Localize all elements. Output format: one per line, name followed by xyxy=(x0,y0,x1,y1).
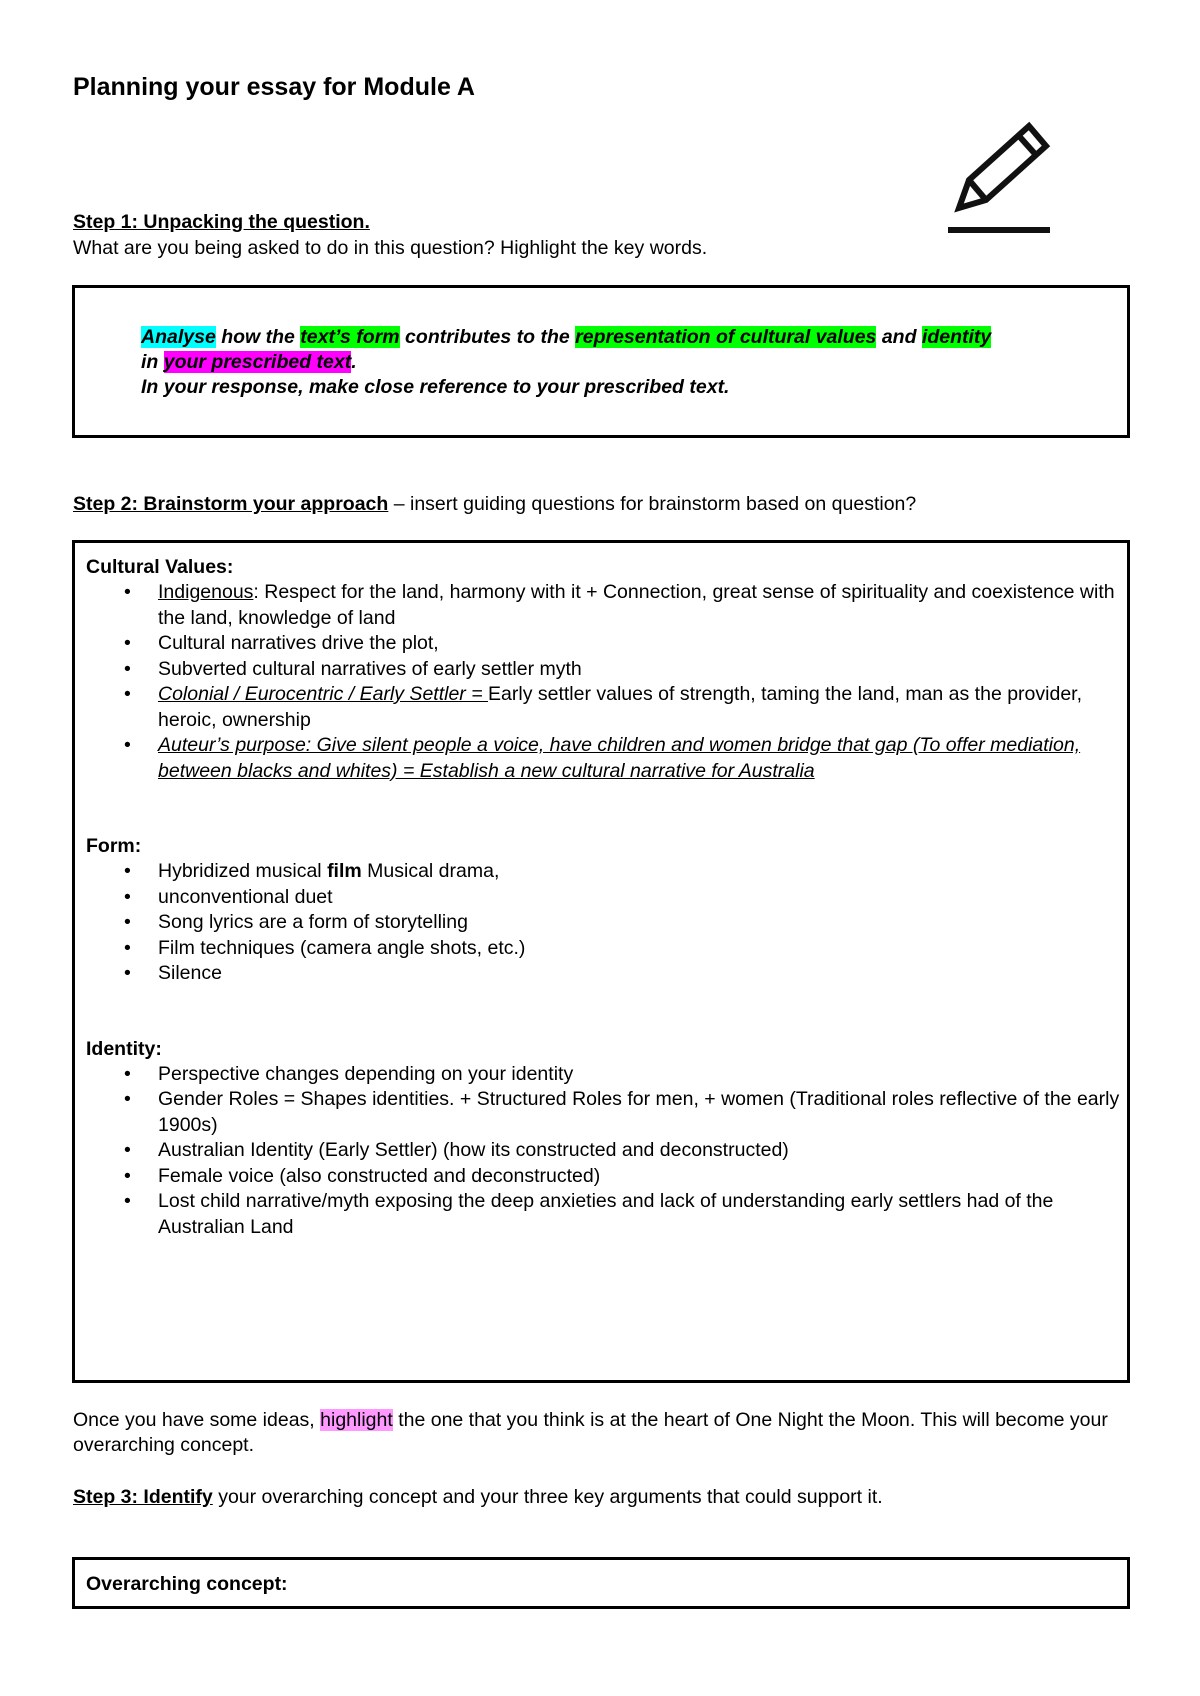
list-item xyxy=(86,580,1126,631)
list-item xyxy=(86,1138,1126,1164)
list-item xyxy=(86,682,1126,733)
step1-heading xyxy=(73,210,370,235)
list-text: Subverted cultural narratives of early settler myth xyxy=(158,657,582,680)
list-item xyxy=(86,657,1126,683)
bullet: • xyxy=(124,1164,131,1187)
bullet: • xyxy=(124,1088,131,1110)
bullet: • xyxy=(124,657,131,680)
colonial-underline: Colonial / Eurocentric / Early Settler = xyxy=(158,683,489,705)
list-text: Lost child narrative/myth exposing the deep anxieties and lack of understanding early settlers had of the Australian Land xyxy=(158,1190,1054,1238)
question-text xyxy=(141,325,1131,400)
list-text: Hybridized musical xyxy=(158,860,328,882)
question-seg: how the xyxy=(215,326,301,348)
cultural-values-title: Cultural Values: xyxy=(86,556,234,578)
overarching-concept-box[interactable] xyxy=(72,1557,1130,1609)
list-text: Australian Identity (Early Settler) (how its constructed and deconstructed) xyxy=(158,1139,789,1161)
bullet: • xyxy=(124,885,131,908)
list-text: Perspective changes depending on your identity xyxy=(158,1062,574,1085)
bullet: • xyxy=(124,683,131,705)
question-seg: in xyxy=(141,351,164,373)
question-line-3: In your response, make close reference to your prescribed text. xyxy=(141,376,730,398)
bullet: • xyxy=(124,1139,131,1161)
highlight-texts-form: text’s form xyxy=(300,326,400,348)
list-text: Musical drama, xyxy=(361,860,500,882)
highlight-word: highlight xyxy=(320,1409,393,1431)
step3-line xyxy=(73,1485,883,1510)
bullet: • xyxy=(124,860,131,882)
highlight-identity: identity xyxy=(921,326,992,348)
step2-line xyxy=(73,492,916,517)
list-item xyxy=(86,631,1126,657)
highlight-prescribed-text: your prescribed text xyxy=(163,351,352,373)
page-title: Planning your essay for Module A xyxy=(73,73,475,101)
indigenous-underline: Indigenous xyxy=(158,581,254,603)
overarching-concept-label: Overarching concept: xyxy=(86,1573,288,1595)
identity-list xyxy=(86,1062,1126,1241)
instruction-text: Once you have some ideas, xyxy=(73,1409,321,1431)
list-text: Film techniques (camera angle shots, etc.) xyxy=(158,936,526,959)
identity-title: Identity: xyxy=(86,1037,162,1060)
bullet: • xyxy=(124,936,131,959)
list-item xyxy=(86,885,1126,911)
list-text: Song lyrics are a form of storytelling xyxy=(158,911,468,933)
form-list xyxy=(86,859,1126,987)
brainstorm-content xyxy=(86,555,1126,1240)
list-item xyxy=(86,1189,1126,1240)
list-item xyxy=(86,1087,1126,1138)
highlight-representation: representation of cultural values xyxy=(575,326,877,348)
list-text-bold: film xyxy=(327,860,362,882)
step3-rest: your overarching concept and your three key arguments that could support it. xyxy=(212,1486,883,1508)
question-box xyxy=(72,285,1130,438)
list-text: Gender Roles = Shapes identities. + Structured Roles for men, + women (Traditional roles reflective of the early 1900s) xyxy=(158,1088,1120,1136)
list-item xyxy=(86,936,1126,962)
list-text: : Respect for the land, harmony with it + Connection, great sense of spirituality and coexistence with the land, knowledge of land xyxy=(158,581,1115,629)
list-text: Early settler values of strength, taming the land, man as the provider, heroic, ownership xyxy=(158,683,1082,731)
bullet: • xyxy=(124,962,131,984)
highlight-analyse: Analyse xyxy=(141,326,216,348)
list-item xyxy=(86,733,1126,784)
list-text: unconventional duet xyxy=(158,885,333,908)
form-title: Form: xyxy=(86,835,142,857)
list-text: Silence xyxy=(158,962,222,984)
question-line-2 xyxy=(141,350,1131,375)
step1-instruction: What are you being asked to do in this question? Highlight the key words. xyxy=(73,237,708,259)
list-text: Female voice (also constructed and deconstructed) xyxy=(158,1164,601,1187)
step2-heading: Step 2: Brainstorm your approach xyxy=(73,493,389,515)
list-item xyxy=(86,859,1126,885)
bullet: • xyxy=(124,1190,131,1212)
step3-heading: Step 3: Identify xyxy=(73,1486,213,1508)
question-line-1 xyxy=(141,325,1131,350)
question-seg: . xyxy=(351,351,357,373)
instruction-text: the one that you think is at the heart of One Night the Moon. This will become your overarching concept. xyxy=(73,1409,1108,1456)
auteur-purpose: Auteur’s purpose: Give silent people a voice, have children and women bridge that gap (To offer mediation, between blacks and whites) = Establish a new cultural narrative for Australia xyxy=(158,734,1081,782)
bullet: • xyxy=(124,581,131,603)
step1-heading-text: Step 1: Unpacking the question. xyxy=(73,211,370,233)
question-seg: contributes to the xyxy=(399,326,576,348)
list-item xyxy=(86,1062,1126,1088)
bullet: • xyxy=(124,734,131,756)
brainstorm-box xyxy=(72,540,1130,1383)
pencil-icon xyxy=(944,118,1056,236)
list-item xyxy=(86,1164,1126,1190)
bullet: • xyxy=(124,911,131,933)
bullet: • xyxy=(124,1062,131,1085)
question-seg: and xyxy=(876,326,922,348)
list-text: Cultural narratives drive the plot, xyxy=(158,632,439,654)
list-item xyxy=(86,961,1126,987)
bullet: • xyxy=(124,632,131,654)
highlight-instruction xyxy=(73,1408,1133,1458)
step2-rest: – insert guiding questions for brainstorm based on question? xyxy=(388,493,917,515)
cultural-values-list xyxy=(86,580,1126,784)
list-item xyxy=(86,910,1126,936)
